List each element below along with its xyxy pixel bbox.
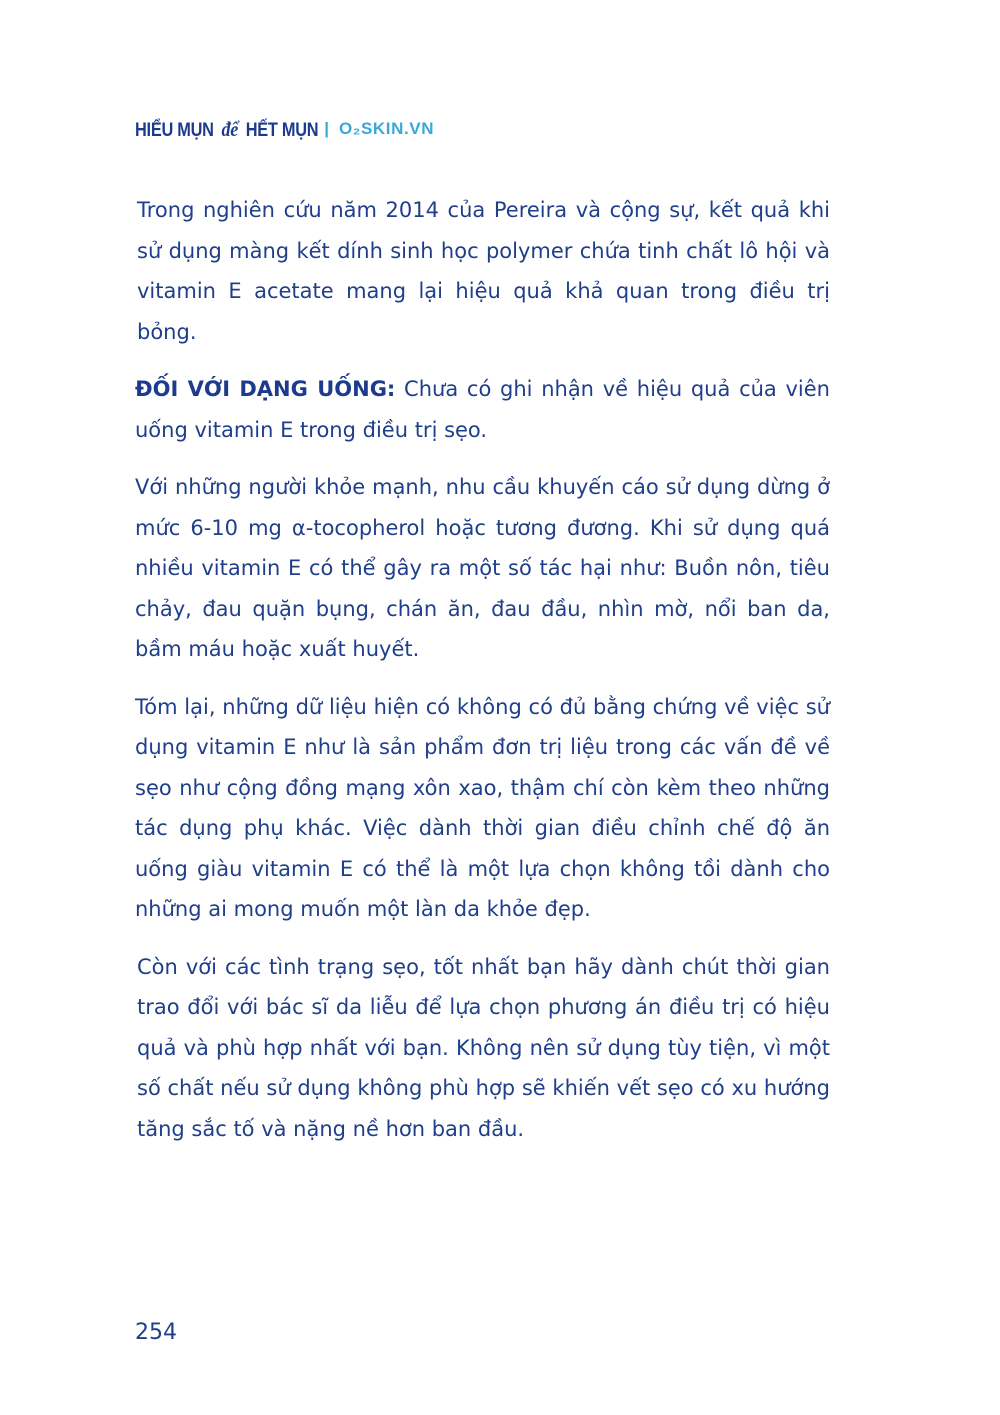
body-text xyxy=(135,190,830,1166)
paragraph-1 xyxy=(135,190,830,352)
paragraph-1-text: Trong nghiên cứu năm 2014 của Pereira và cộng sự, kết quả khi sử dụng màng kết dính sinh học polymer chứa tinh chất lô hội và vitamin E acetate mang lại hiệu quả khả quan trong điều trị bỏng. xyxy=(137,198,830,344)
paragraph-2-lead: ĐỐI VỚI DẠNG UỐNG: xyxy=(135,377,396,401)
paragraph-3-text: Với những người khỏe mạnh, nhu cầu khuyến cáo sử dụng dừng ở mức 6-10 mg α-tocopherol hoặc tương đương. Khi sử dụng quá nhiều vitamin E có thể gây ra một số tác hại như: Buồn nôn, tiêu chảy, đau quặn bụng, chán ăn, đau đầu, nhìn mờ, nổi ban da, bầm máu hoặc xuất huyết. xyxy=(135,475,830,661)
book-title-part1: HIỂU MỤN xyxy=(135,119,214,141)
paragraph-5-text: Còn với các tình trạng sẹo, tốt nhất bạn hãy dành chút thời gian trao đổi với bác sĩ da liễu để lựa chọn phương án điều trị có hiệu quả và phù hợp nhất với bạn. Không nên sử dụng tùy tiện, vì một số chất nếu sử dụng không phù hợp sẽ khiến vết sẹo có xu hướng tăng sắc tố và nặng nề hơn ban đầu. xyxy=(137,954,830,1141)
paragraph-2-text: Chưa có ghi nhận về hiệu quả của viên uống vitamin E trong điều trị sẹo. xyxy=(135,377,830,442)
paragraph-4 xyxy=(135,687,830,930)
paragraph-3 xyxy=(135,467,830,670)
book-title-de: để xyxy=(221,116,238,141)
paragraph-2 xyxy=(135,369,830,450)
running-header xyxy=(135,115,434,143)
paragraph-5 xyxy=(135,947,830,1150)
page-number: 254 xyxy=(135,1320,177,1345)
site-name: O₂SKIN.VN xyxy=(338,119,435,138)
book-title xyxy=(135,117,318,142)
book-title-part2: HẾT MỤN xyxy=(245,119,319,141)
header-separator: | xyxy=(324,119,329,138)
paragraph-4-text: Tóm lại, những dữ liệu hiện có không có đủ bằng chứng về việc sử dụng vitamin E như là sản phẩm đơn trị liệu trong các vấn đề về sẹo như cộng đồng mạng xôn xao, thậm chí còn kèm theo những tác dụng phụ khác. Việc dành thời gian điều chỉnh chế độ ăn uống giàu vitamin E có thể là một lựa chọn không tồi dành cho những ai mong muốn một làn da khỏe đẹp. xyxy=(135,694,830,921)
